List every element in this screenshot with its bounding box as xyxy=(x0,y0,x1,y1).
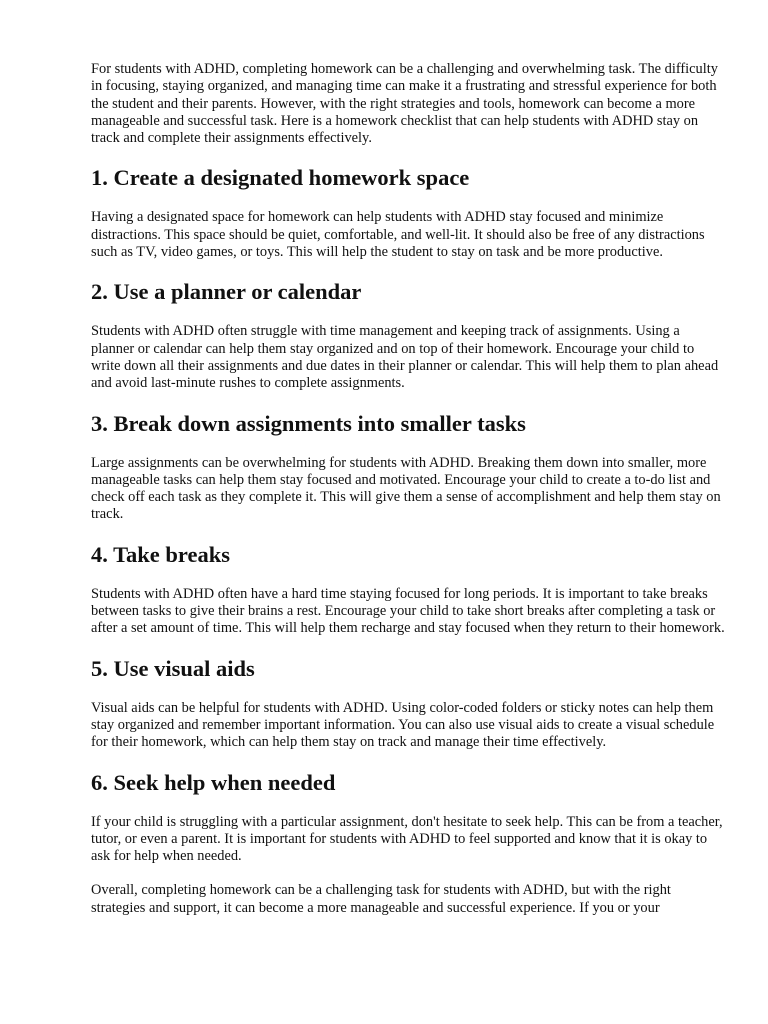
section-paragraph-1: Having a designated space for homework can help students with ADHD stay focused and minimize distractions. This space should be quiet, comfortable, and well-lit. It should also be free of any distractions such as TV, video games, or toys. This will help the student to stay on task and be more productive. xyxy=(91,209,705,261)
section-heading-1: 1. Create a designated homework space xyxy=(91,165,470,191)
section-heading-2: 2. Use a planner or calendar xyxy=(91,279,362,305)
section-paragraph-5: Visual aids can be helpful for students with ADHD. Using color-coded folders or sticky notes can help them stay organized and remember important information. You can also use visual aids to create a visual schedule for their homework, which can help them stay on track and manage their time effectively. xyxy=(91,699,715,751)
section-heading-5: 5. Use visual aids xyxy=(91,655,255,681)
section-paragraph-3: Large assignments can be overwhelming for students with ADHD. Breaking them down into smaller, more manageable tasks can help them stay focused and motivated. Encourage your child to create a to-do list and check off each task as they complete it. This will give them a sense of accomplishment and help them stay on track. xyxy=(91,454,721,523)
section-heading-4: 4. Take breaks xyxy=(91,541,231,567)
section-paragraph-4: Students with ADHD often have a hard time staying focused for long periods. It is important to take breaks between tasks to give their brains a rest. Encourage your child to take short breaks after completing a task or after a set amount of time. This will help them recharge and stay focused when they return to their homework. xyxy=(91,585,725,637)
section-paragraph-2: Students with ADHD often struggle with time management and keeping track of assignments. Using a planner or calendar can help them stay organized and on top of their homework. Encourage your child to write down all their assignments and due dates in their planner or calendar. This will help them to plan ahead and avoid last-minute rushes to complete assignments. xyxy=(91,323,719,392)
intro-paragraph: For students with ADHD, completing homework can be a challenging and overwhelming task. The difficulty in focusing, staying organized, and managing time can make it a frustrating and stressful experience for both the student and their parents. However, with the right strategies and tools, homework can become a more manageable and successful task. Here is a homework checklist that can help students with ADHD stay on track and complete their assignments effectively. xyxy=(91,61,718,147)
section-heading-3: 3. Break down assignments into smaller tasks xyxy=(91,410,526,436)
conclusion-paragraph: Overall, completing homework can be a challenging task for students with ADHD, but with the right strategies and support, it can become a more manageable and successful experience. If you or your xyxy=(91,882,671,916)
section-heading-6: 6. Seek help when needed xyxy=(91,769,336,795)
section-paragraph-6: If your child is struggling with a particular assignment, don't hesitate to seek help. This can be from a teacher, tutor, or even a parent. It is important for students with ADHD to feel supported and know that it is okay to ask for help when needed. xyxy=(91,813,723,865)
